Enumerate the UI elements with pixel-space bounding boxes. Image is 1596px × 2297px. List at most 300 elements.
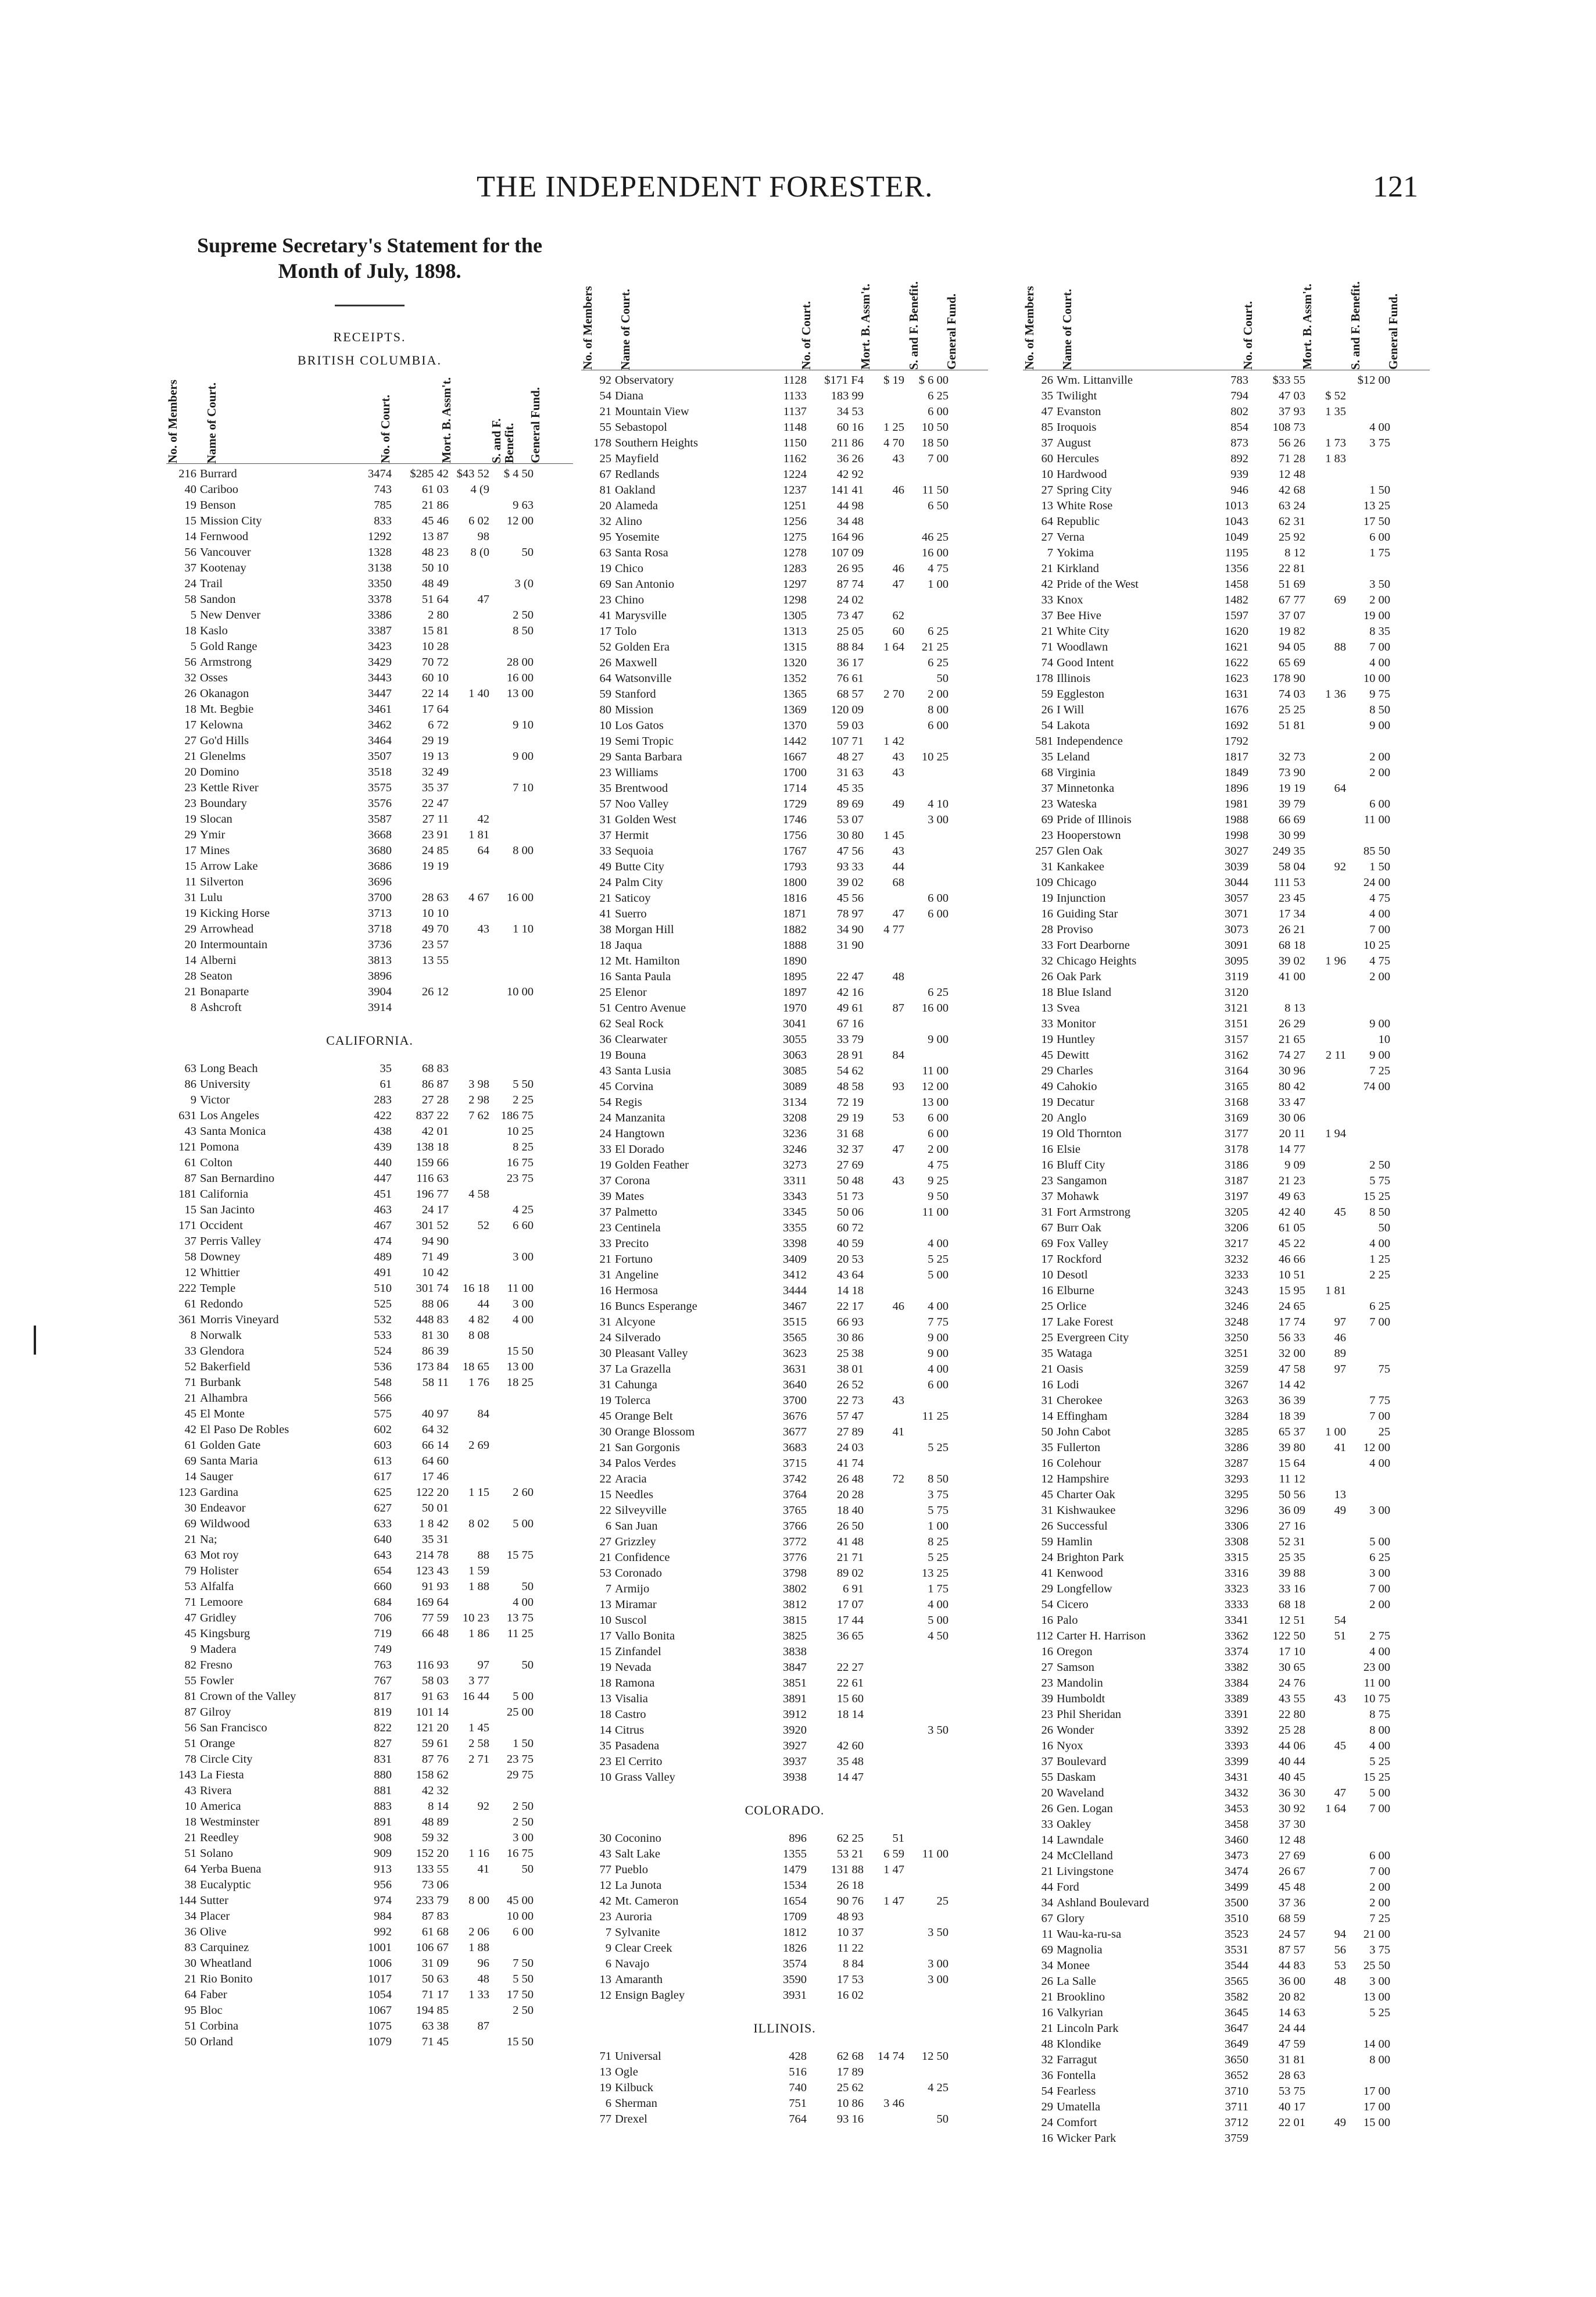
members: 77 xyxy=(599,2113,611,2125)
table-row xyxy=(166,1862,573,1877)
table-row xyxy=(581,687,988,702)
members: 69 xyxy=(184,1455,196,1467)
mortuary: 94 90 xyxy=(421,1235,449,1248)
sick-benefit xyxy=(864,1126,904,1142)
mortuary: 89 02 xyxy=(836,1567,864,1580)
table-row xyxy=(1023,1158,1430,1173)
general-fund xyxy=(1346,561,1390,577)
sick-benefit xyxy=(1305,1110,1346,1126)
court-number: 660 xyxy=(374,1580,392,1593)
mortuary: 24 03 xyxy=(836,1441,864,1454)
members: 37 xyxy=(599,1174,611,1187)
court-number: 467 xyxy=(374,1219,392,1232)
sick-benefit xyxy=(1305,1016,1346,1032)
table-row xyxy=(166,529,573,545)
sick-benefit xyxy=(1305,985,1346,1001)
court-number: 3765 xyxy=(783,1504,807,1517)
general-fund: 6 00 xyxy=(928,908,949,920)
court-number: 3710 xyxy=(1225,2085,1248,2098)
court-name: Intermountain xyxy=(200,938,268,951)
mortuary: 47 58 xyxy=(1278,1363,1305,1376)
table-row xyxy=(581,1988,988,2003)
members: 31 xyxy=(599,1316,611,1328)
court-number: 532 xyxy=(374,1313,392,1326)
mortuary: 60 16 xyxy=(836,421,864,434)
members: 36 xyxy=(1041,2069,1053,2082)
general-fund xyxy=(1346,404,1390,420)
sick-benefit xyxy=(864,1032,904,1048)
sick-benefit: 6 02 xyxy=(468,515,489,527)
members: 16 xyxy=(1041,1378,1053,1391)
mortuary: 25 25 xyxy=(1278,703,1305,716)
members: 13 xyxy=(599,1598,611,1611)
general-fund xyxy=(904,1738,949,1754)
sick-benefit: 51 xyxy=(892,1832,904,1845)
members: 27 xyxy=(599,1535,611,1548)
court-name: Oakley xyxy=(1057,1818,1092,1831)
court-name: Victor xyxy=(200,1094,230,1106)
members: 54 xyxy=(1041,2085,1053,2098)
court-number: 1162 xyxy=(783,452,807,465)
mortuary xyxy=(807,1644,864,1660)
sick-benefit xyxy=(1305,969,1346,985)
general-fund xyxy=(489,592,534,608)
general-fund: 23 75 xyxy=(506,1172,534,1185)
court-name: Observatory xyxy=(615,374,674,387)
sick-benefit xyxy=(1305,1880,1346,1895)
table-row xyxy=(1023,420,1430,435)
mortuary: 50 10 xyxy=(421,562,449,574)
court-name: Svea xyxy=(1057,1002,1080,1014)
court-name: Elburne xyxy=(1057,1284,1094,1297)
sick-benefit: 1 81 xyxy=(1325,1284,1346,1297)
table-row xyxy=(166,1108,573,1124)
general-fund xyxy=(1346,2131,1390,2146)
members: 19 xyxy=(599,735,611,748)
general-fund: 12 50 xyxy=(921,2050,949,2063)
court-number: 61 xyxy=(380,1078,392,1091)
members: 86 xyxy=(184,1078,196,1091)
table-row xyxy=(1023,1911,1430,1927)
court-name: Osses xyxy=(200,671,228,684)
members: 51 xyxy=(184,2020,196,2032)
general-fund: 8 75 xyxy=(1369,1708,1390,1721)
general-fund xyxy=(489,1265,534,1281)
mortuary: 45 22 xyxy=(1278,1237,1305,1250)
mortuary: 26 52 xyxy=(836,1378,864,1391)
members: 50 xyxy=(1041,1426,1053,1438)
court-number: 3582 xyxy=(1225,1991,1248,2003)
members: 21 xyxy=(1041,562,1053,575)
table-row xyxy=(1023,1409,1430,1424)
table-row xyxy=(1023,2037,1430,2052)
members: 31 xyxy=(599,1378,611,1391)
table-row xyxy=(166,717,573,733)
table-row xyxy=(581,592,988,608)
mortuary: 40 17 xyxy=(1278,2100,1305,2113)
court-name: New Denver xyxy=(200,609,261,621)
court-number: 909 xyxy=(374,1847,392,1860)
court-name: Brighton Park xyxy=(1057,1551,1124,1564)
sick-benefit: 4 70 xyxy=(883,437,904,449)
general-fund xyxy=(904,1770,949,1785)
table-row xyxy=(581,1956,988,1972)
court-number: 3164 xyxy=(1225,1064,1248,1077)
general-fund: 11 00 xyxy=(507,1282,534,1295)
court-name: Kicking Horse xyxy=(200,907,270,920)
court-number: 1897 xyxy=(783,986,807,999)
mortuary: 43 64 xyxy=(836,1269,864,1281)
court-name: El Monte xyxy=(200,1408,245,1420)
court-number: 3187 xyxy=(1225,1174,1248,1187)
members: 23 xyxy=(1041,1708,1053,1721)
general-fund: 1 00 xyxy=(928,578,949,591)
table-row xyxy=(166,1000,573,1016)
mortuary: 65 69 xyxy=(1278,656,1305,669)
sick-benefit: 49 xyxy=(1334,2116,1346,2129)
mortuary: 24 17 xyxy=(421,1203,449,1216)
mortuary: 22 47 xyxy=(836,970,864,983)
court-number: 892 xyxy=(1230,452,1248,465)
members: 92 xyxy=(599,374,611,387)
table-row xyxy=(1023,734,1430,749)
members: 14 xyxy=(184,1470,196,1483)
court-number: 1256 xyxy=(783,515,807,528)
column-2-sections xyxy=(581,233,988,2127)
members: 178 xyxy=(593,437,611,449)
sick-benefit: 94 xyxy=(1334,1928,1346,1941)
members: 45 xyxy=(1041,1049,1053,1062)
general-fund: 4 00 xyxy=(928,1363,949,1376)
sick-benefit: 7 62 xyxy=(468,1109,489,1122)
sick-benefit xyxy=(1305,938,1346,953)
table-row xyxy=(166,2003,573,2019)
general-fund: 5 00 xyxy=(928,1269,949,1281)
mortuary: 44 98 xyxy=(836,499,864,512)
members: 178 xyxy=(1035,672,1053,685)
table-row xyxy=(1023,1126,1430,1142)
court-name: Elenor xyxy=(615,986,647,999)
sick-benefit xyxy=(864,891,904,906)
court-number: 1622 xyxy=(1225,656,1248,669)
court-name: Hamlin xyxy=(1057,1535,1093,1548)
court-name: Buncs Esperange xyxy=(615,1300,697,1313)
table-row xyxy=(166,2034,573,2050)
court-number: 566 xyxy=(374,1392,392,1405)
members: 20 xyxy=(599,499,611,512)
mortuary: 62 31 xyxy=(1278,515,1305,528)
general-fund xyxy=(489,765,534,780)
table-row xyxy=(166,1579,573,1595)
table-row xyxy=(581,577,988,592)
table-row xyxy=(581,1236,988,1252)
table-row xyxy=(166,1736,573,1752)
court-number: 1812 xyxy=(783,1926,807,1939)
mortuary: 13 55 xyxy=(421,954,449,967)
sick-benefit xyxy=(1305,671,1346,687)
mortuary: 21 65 xyxy=(1278,1033,1305,1046)
general-fund: 7 00 xyxy=(1369,1802,1390,1815)
court-name: Kingsburg xyxy=(200,1627,251,1640)
members: 22 xyxy=(599,1473,611,1485)
court-name: Fort Armstrong xyxy=(1057,1206,1130,1219)
court-name: Sebastopol xyxy=(615,421,667,434)
sick-benefit xyxy=(1305,1707,1346,1723)
court-name: Rockford xyxy=(1057,1253,1102,1266)
members: 143 xyxy=(178,1769,196,1781)
mortuary: 29 19 xyxy=(421,734,449,747)
table-row xyxy=(581,1878,988,1894)
mortuary: 74 03 xyxy=(1278,688,1305,701)
table-row xyxy=(166,1438,573,1453)
court-name: Cahunga xyxy=(615,1378,657,1391)
court-number: 640 xyxy=(374,1533,392,1546)
court-name: Santa Monica xyxy=(200,1125,266,1138)
sick-benefit: 1 16 xyxy=(468,1847,489,1860)
court-name: Kelowna xyxy=(200,719,244,731)
sick-benefit xyxy=(864,545,904,561)
general-fund: 5 25 xyxy=(1369,1755,1390,1768)
sick-benefit xyxy=(864,1956,904,1972)
table-row xyxy=(1023,1471,1430,1487)
table-row xyxy=(1023,765,1430,781)
mortuary: 58 04 xyxy=(1278,860,1305,873)
sick-benefit xyxy=(1305,1676,1346,1691)
members: 59 xyxy=(599,688,611,701)
members: 80 xyxy=(599,703,611,716)
court-name: Mountain View xyxy=(615,405,689,418)
court-number: 817 xyxy=(374,1690,392,1703)
sick-benefit xyxy=(864,1519,904,1534)
members: 15 xyxy=(599,1488,611,1501)
court-name: Rio Bonito xyxy=(200,1973,253,1985)
table-row xyxy=(1023,1267,1430,1283)
court-name: Perris Valley xyxy=(200,1235,261,1248)
mortuary: 211 86 xyxy=(831,437,864,449)
sick-benefit xyxy=(449,1124,489,1139)
sick-benefit: 1 94 xyxy=(1325,1127,1346,1140)
members: 32 xyxy=(184,671,196,684)
mortuary: 10 10 xyxy=(421,907,449,920)
court-name: Kilbuck xyxy=(615,2081,654,2094)
table-row xyxy=(581,1846,988,1862)
general-fund: 16 00 xyxy=(921,546,949,559)
table-row xyxy=(1023,844,1430,859)
members: 21 xyxy=(1041,1865,1053,1878)
mortuary: $285 42 xyxy=(410,467,449,480)
table-row xyxy=(166,1469,573,1485)
sick-benefit: 47 xyxy=(892,1143,904,1156)
table-row xyxy=(166,686,573,702)
members: 71 xyxy=(1041,641,1053,653)
sick-benefit xyxy=(864,1456,904,1471)
sick-benefit: 43 xyxy=(892,1394,904,1407)
members: 71 xyxy=(184,1376,196,1389)
court-name: Amaranth xyxy=(615,1973,663,1986)
members: 16 xyxy=(599,1300,611,1313)
table-row xyxy=(1023,1738,1430,1754)
court-number: 3055 xyxy=(783,1033,807,1046)
sick-benefit: 8 08 xyxy=(468,1329,489,1342)
sick-benefit xyxy=(864,2112,904,2127)
general-fund: 9 63 xyxy=(513,499,534,512)
court-name: Solano xyxy=(200,1847,233,1860)
general-fund: 14 00 xyxy=(1363,2038,1390,2050)
court-name: Alino xyxy=(615,515,642,528)
table-row xyxy=(581,1925,988,1941)
court-name: Clearwater xyxy=(615,1033,667,1046)
general-fund: 7 10 xyxy=(513,781,534,794)
mortuary: 61 03 xyxy=(421,483,449,496)
table-row xyxy=(1023,530,1430,545)
sick-benefit xyxy=(449,1000,489,1016)
members: 12 xyxy=(1041,1473,1053,1485)
mortuary: 54 62 xyxy=(836,1064,864,1077)
mortuary: 10 86 xyxy=(836,2097,864,2110)
court-number: 1370 xyxy=(783,719,807,732)
table-row xyxy=(581,1831,988,1846)
mortuary: 14 42 xyxy=(1278,1378,1305,1391)
general-fund: 5 00 xyxy=(1369,1535,1390,1548)
general-fund: 2 50 xyxy=(513,1800,534,1813)
sick-benefit: 43 xyxy=(1334,1692,1346,1705)
court-name: Crown of the Valley xyxy=(200,1690,296,1703)
members: 21 xyxy=(599,1551,611,1564)
general-fund: 50 xyxy=(1378,1221,1390,1234)
mortuary: 32 37 xyxy=(836,1143,864,1156)
court-number: 3813 xyxy=(368,954,392,967)
court-number: 1017 xyxy=(368,1973,392,1985)
general-fund: 2 00 xyxy=(1369,970,1390,983)
mortuary: 178 90 xyxy=(1272,672,1305,685)
general-fund: 2 50 xyxy=(513,2004,534,2017)
court-name: Alfalfa xyxy=(200,1580,234,1593)
general-fund: 8 00 xyxy=(1369,2053,1390,2066)
members: 67 xyxy=(599,468,611,481)
general-fund: 9 00 xyxy=(928,1033,949,1046)
mortuary: 62 25 xyxy=(836,1832,864,1845)
mortuary: 77 59 xyxy=(421,1612,449,1624)
general-fund: 50 xyxy=(936,2113,949,2125)
court-number: 3178 xyxy=(1225,1143,1248,1156)
court-number: 3565 xyxy=(1225,1975,1248,1988)
table-row xyxy=(166,1155,573,1171)
court-number: 3680 xyxy=(368,844,392,857)
members: 61 xyxy=(184,1298,196,1310)
court-name: Orange xyxy=(200,1737,235,1750)
table-row xyxy=(1023,1456,1430,1471)
court-number: 1826 xyxy=(783,1942,807,1955)
members: 8 xyxy=(190,1329,196,1342)
members: 55 xyxy=(1041,1771,1053,1784)
court-number: 3246 xyxy=(783,1143,807,1156)
general-fund: 6 50 xyxy=(928,499,949,512)
sick-benefit xyxy=(1305,1299,1346,1314)
mortuary: 122 50 xyxy=(1272,1630,1305,1642)
court-name: Alcyone xyxy=(615,1316,656,1328)
general-fund xyxy=(1346,1110,1390,1126)
court-name: Manzanita xyxy=(615,1112,665,1124)
members: 31 xyxy=(599,813,611,826)
sick-benefit xyxy=(864,1660,904,1676)
court-name: Orlice xyxy=(1057,1300,1087,1313)
mortuary: 51 69 xyxy=(1278,578,1305,591)
court-name: Seaton xyxy=(200,970,232,983)
sick-benefit: 54 xyxy=(1334,1614,1346,1627)
column-header-sick: S. and F. Benefit. xyxy=(1348,281,1363,370)
mortuary: 62 68 xyxy=(836,2050,864,2063)
section-heading: COLORADO. xyxy=(745,1803,825,1817)
mortuary: 63 24 xyxy=(1278,499,1305,512)
mortuary: 1 8 42 xyxy=(418,1517,449,1530)
mortuary: 21 71 xyxy=(836,1551,864,1564)
column-header-members: No. of Members xyxy=(166,379,180,463)
general-fund: 1 75 xyxy=(1369,546,1390,559)
mortuary: 22 17 xyxy=(836,1300,864,1313)
general-fund: 25 00 xyxy=(506,1706,534,1719)
mortuary: 24 44 xyxy=(1278,2022,1305,2035)
general-fund: 5 00 xyxy=(513,1690,534,1703)
general-fund: 6 60 xyxy=(513,1219,534,1232)
court-number: 3315 xyxy=(1225,1551,1248,1564)
general-fund xyxy=(489,1532,534,1548)
court-number: 3208 xyxy=(783,1112,807,1124)
mortuary: 28 63 xyxy=(421,891,449,904)
table-row xyxy=(166,906,573,921)
mortuary: 14 47 xyxy=(836,1771,864,1784)
court-name: Woodlawn xyxy=(1057,641,1108,653)
court-name: Cahokio xyxy=(1057,1080,1097,1093)
general-fund xyxy=(489,1391,534,1406)
court-number: 3362 xyxy=(1225,1630,1248,1642)
table-row xyxy=(581,1424,988,1440)
members: 49 xyxy=(599,860,611,873)
court-number: 3713 xyxy=(368,907,392,920)
general-fund xyxy=(1346,1832,1390,1848)
general-fund xyxy=(904,875,949,891)
court-name: Dewitt xyxy=(1057,1049,1089,1062)
general-fund xyxy=(904,2096,949,2112)
sick-benefit xyxy=(864,2080,904,2096)
court-number: 283 xyxy=(374,1094,392,1106)
mortuary: 43 55 xyxy=(1278,1692,1305,1705)
table-row xyxy=(581,1126,988,1142)
table-row xyxy=(581,749,988,765)
court-name: Maxwell xyxy=(615,656,657,669)
general-fund xyxy=(489,529,534,545)
members: 45 xyxy=(599,1080,611,1093)
table-row xyxy=(1023,1942,1430,1958)
members: 54 xyxy=(599,390,611,402)
general-fund xyxy=(904,1644,949,1660)
court-number: 3197 xyxy=(1225,1190,1248,1203)
general-fund xyxy=(1346,388,1390,404)
court-name: Los Gatos xyxy=(615,719,664,732)
court-number: 491 xyxy=(374,1266,392,1279)
general-fund: 2 75 xyxy=(1369,1630,1390,1642)
sick-benefit: 64 xyxy=(1334,782,1346,795)
court-number: 833 xyxy=(374,515,392,527)
general-fund: 16 00 xyxy=(506,671,534,684)
court-name: Mt. Cameron xyxy=(615,1895,679,1907)
court-number: 3267 xyxy=(1225,1378,1248,1391)
mortuary: 52 31 xyxy=(1278,1535,1305,1548)
court-name: Ashland Boulevard xyxy=(1057,1896,1149,1909)
sick-benefit xyxy=(1305,373,1346,388)
sick-benefit xyxy=(864,985,904,1001)
mortuary: 24 65 xyxy=(1278,1300,1305,1313)
sick-benefit xyxy=(449,560,489,576)
